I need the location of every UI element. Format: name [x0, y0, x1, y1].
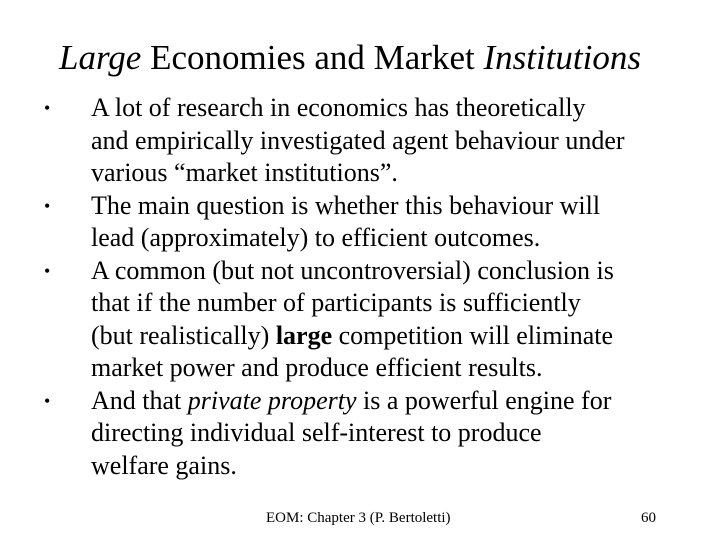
bullet-line: A lot of research in economics has theoretically — [91, 93, 586, 122]
title-middle: Economies and Market — [141, 38, 484, 77]
italic-phrase: private property — [187, 385, 357, 415]
page-number: 60 — [641, 510, 656, 526]
footer-text: EOM: Chapter 3 (P. Bertoletti) — [266, 510, 451, 526]
bullet-item — [44, 255, 684, 385]
bullet-list — [44, 92, 684, 482]
bullet-line: welfare gains. — [91, 450, 237, 480]
bullet-line: lead (approximately) to efficient outcomes. — [91, 223, 541, 252]
bullet-item — [44, 92, 684, 190]
bullet-line: market power and produce efficient results. — [91, 353, 543, 382]
bullet-marker: • — [44, 260, 51, 281]
bullet-line: A common (but not uncontroversial) conclusion is — [91, 255, 614, 285]
line-text: (but realistically) — [91, 320, 276, 350]
line-text: competition will eliminate — [332, 320, 614, 350]
slide-title — [0, 36, 700, 80]
bullet-item — [44, 385, 684, 483]
title-italic-institutions: Institutions — [483, 38, 641, 77]
bullet-item — [44, 190, 684, 255]
bullet-line: that if the number of participants is sufficiently — [91, 288, 581, 317]
bullet-line: directing individual self-interest to produce — [91, 418, 542, 447]
bullet-marker: • — [44, 195, 51, 216]
bold-word: large — [275, 320, 333, 350]
bullet-line: The main question is whether this behaviour will — [91, 190, 601, 220]
bullet-marker: • — [44, 390, 51, 411]
bullet-marker: • — [44, 98, 51, 118]
bullet-line-with-italic — [91, 385, 684, 418]
bullet-line: various “market institutions”. — [91, 158, 398, 187]
bullet-line-with-bold — [91, 320, 684, 353]
line-text: is a powerful engine for — [356, 385, 612, 415]
title-italic-large: Large — [59, 38, 142, 77]
line-text: And that — [91, 385, 188, 415]
bullet-line: and empirically investigated agent behaviour under — [91, 125, 625, 155]
